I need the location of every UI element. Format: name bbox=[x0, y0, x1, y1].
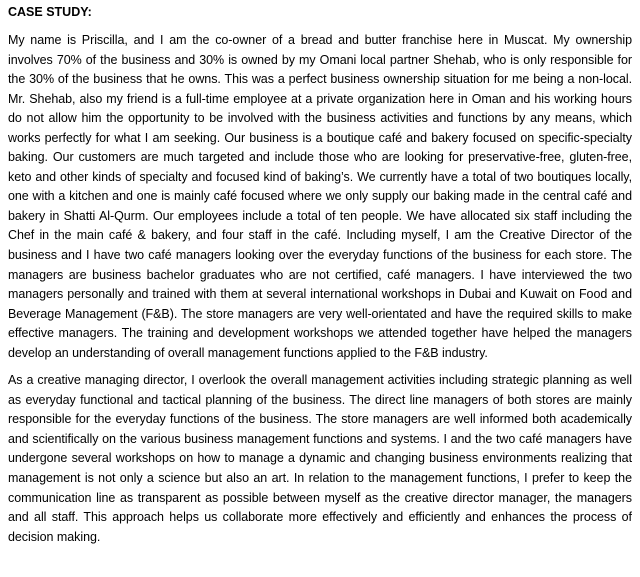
paragraph-management: As a creative managing director, I overlook the overall management activities including strategic planning as well as everyday functional and tactical planning of the business. The direct line managers of both stores are mainly responsible for the everyday functions of the business. The store managers are well informed both academically and scientifically on the various business management functions and systems. I and the two café managers have undergone several workshops on how to manage a dynamic and changing business environments realizing that management is not only a science but also an art. In relation to the management functions, I prefer to keep the communication line as transparent as possible between myself as the creative director manager, the managers and all staff. This approach helps us collaborate more effectively and efficiently and enhances the process of decision making. bbox=[8, 373, 632, 544]
case-study-heading: CASE STUDY: bbox=[8, 5, 92, 19]
paragraph-ownership: My name is Priscilla, and I am the co-owner of a bread and butter franchise here in Muscat. My ownership involves 70% of the business and 30% is owned by my Omani local partner Shehab, who is only responsible for the 30% of the business that he owns. This was a perfect business ownership situation for me being a non-local. Mr. Shehab, also my friend is a full-time employee at a private organization here in Oman and his working hours do not allow him the opportunity to be involved with the business activities and functions by any means, which works perfectly for what I am seeking. Our business is a boutique café and bakery focused on specific-specialty baking. Our customers are much targeted and include those who are looking for preservative-free, gluten-free, keto and other kinds of specialty and focused kind of baking’s. We currently have a total of two boutiques locally, one with a kitchen and one is mainly café focused where we only supply our baking made in the central café and bakery in Shatti Al-Qurm. Our employees include a total of ten people. We have allocated six staff including the Chef in the main café & bakery, and four staff in the café. Including myself, I am the Creative Director of the business and I have two café managers looking over the everyday functions of the business for each store. The managers are business bachelor graduates who are not certified, café managers. I have interviewed the two managers personally and trained with them at several international workshops in Dubai and Kuwait on Food and Beverage Management (F&B). The store managers are very well-orientated and have the required skills to make effective managers. The training and development workshops we attended together have helped the managers develop an understanding of overall management functions applied to the F&B industry. bbox=[8, 33, 632, 360]
